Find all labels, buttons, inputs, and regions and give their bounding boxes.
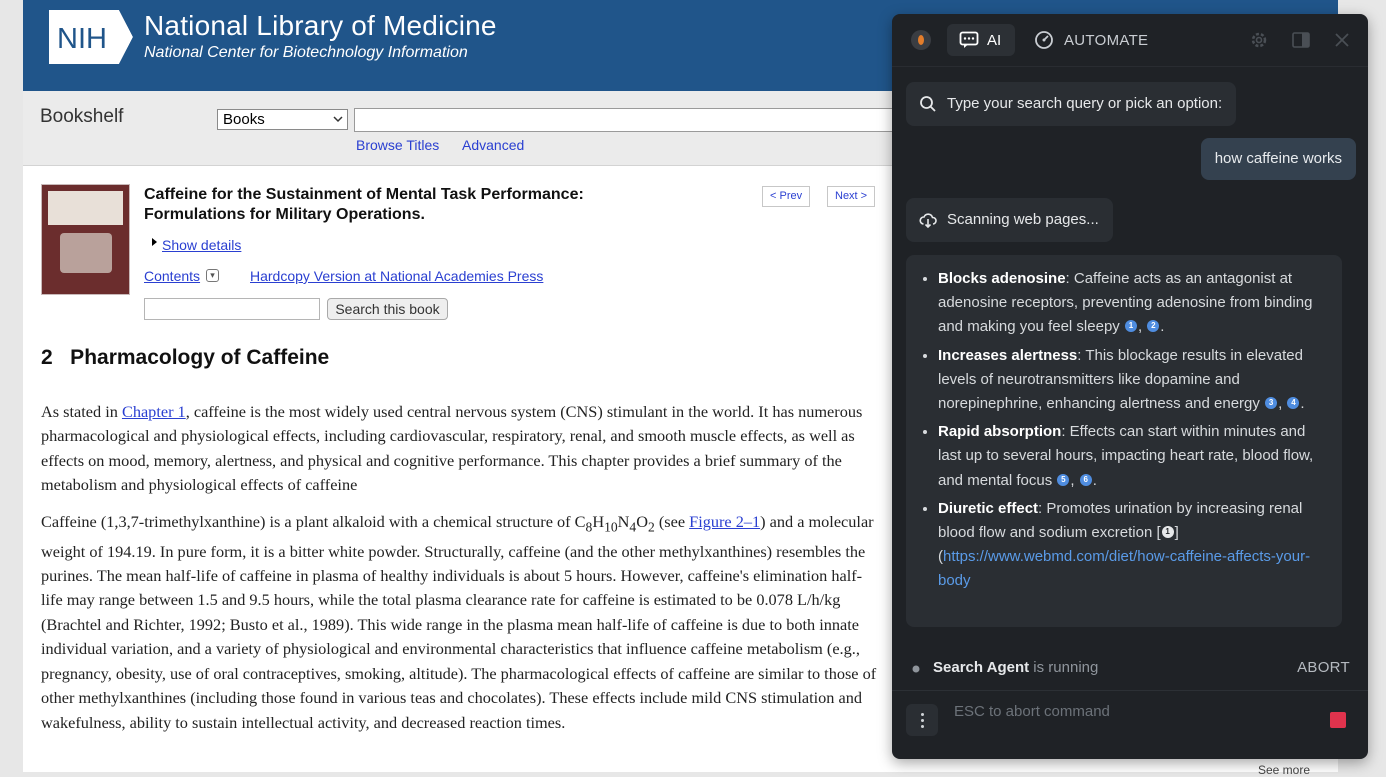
citation-badge[interactable]: 4 — [1287, 397, 1299, 409]
scanning-status-message: Scanning web pages... — [906, 198, 1113, 242]
search-prompt-message: Type your search query or pick an option: — [906, 82, 1236, 126]
chat-icon — [959, 31, 979, 49]
figure-2-1-link[interactable]: Figure 2–1 — [689, 512, 761, 531]
chevron-down-icon[interactable]: ▾ — [206, 269, 219, 282]
header-divider — [892, 66, 1368, 67]
answer-bullet: • Blocks adenosine: Caffeine acts as an antagonist at adenosine receptors, preventing adenosine from binding and making you feel sleepy 1 , 2 . — [938, 267, 1330, 340]
ai-answer — [906, 255, 1342, 627]
panel-header — [892, 14, 1368, 66]
user-query-message: how caffeine works — [1201, 138, 1356, 180]
command-composer — [892, 690, 1368, 759]
paragraph-1: As stated in Chapter 1, caffeine is the most widely used central nervous system (CNS) stimulant in the world. It has numerous pharmacological and physiological effects, including cardiovascular, respiratory, renal, and smooth muscle effects, as well as effects on mood, memory, alertness, and physical and cognitive performance. This chapter provides a brief summary of the metabolism and physiological effects of caffeine — [41, 402, 863, 495]
paragraph-2: Caffeine (1,3,7-trimethylxanthine) is a plant alkaloid with a chemical structure of $C_8H_{10}N_4O_2$ (see Figure 2–1) and a molecular weight of 194.19. In pure form, it is a bitter white powder. Structurally, caffeine (and the other methylxanthines) resembles the purines. The mean half-life of caffeine in plasma of healthy individuals is about 5 hours. However, caffeine's elimination half-life may range between 1.5 and 9.5 hours, while the total plasma clearance rate for caffeine is estimated to be 0.078 L/h/kg (Brachtel and Richter, 1992; Busto et al., 1989). This wide range in the plasma mean half-life of caffeine is due to both innate individual variation, and a variety of physiological and environmental characteristics that influence caffeine metabolism (e.g., pregnancy, obesity, use of oral contraceptives, smoking, altitude). The pharmacological effects of caffeine are similar to those of other methylxanthines (including those found in various teas and chocolates). These effects include mild CNS stimulation and wakefulness, ability to sustain intellectual activity, and decreased reaction times. — [41, 512, 877, 732]
prev-button[interactable]: < Prev — [762, 186, 810, 207]
citation-badge[interactable]: 3 — [1265, 397, 1277, 409]
command-input[interactable]: ESC to abort command — [954, 703, 1110, 720]
search-icon — [919, 95, 937, 113]
search-this-book-button[interactable]: Search this book — [327, 298, 448, 320]
search-input[interactable] — [354, 108, 914, 132]
gear-icon[interactable] — [1249, 30, 1269, 50]
ai-assistant-panel — [892, 14, 1368, 759]
cloud-download-icon — [919, 211, 937, 229]
answer-bullet: • Rapid absorption: Effects can start within minutes and last up to several hours, impacting heart rate, blood flow, and mental focus 5 , 6 . — [938, 420, 1330, 493]
advanced-link[interactable]: Advanced — [462, 137, 525, 153]
tab-ai-label: AI — [987, 32, 1002, 49]
gauge-icon — [1034, 30, 1054, 50]
abort-button[interactable]: ABORT — [1297, 659, 1350, 676]
chapter-title: 2 Pharmacology of Caffeine — [41, 346, 330, 369]
caret-right-icon — [152, 238, 157, 246]
contents-link[interactable]: Contents — [144, 268, 201, 284]
sidebar-toggle-icon[interactable] — [1291, 30, 1311, 50]
assistant-logo-icon[interactable] — [911, 30, 931, 50]
stop-button[interactable] — [1330, 712, 1346, 728]
book-search-input[interactable] — [144, 298, 320, 320]
answer-bullet: • Increases alertness: This blockage results in elevated levels of neurotransmitters like dopamine and norepinephrine, enhancing alertness and energy 3 , 4 . — [938, 344, 1330, 417]
agent-status-row — [892, 654, 1368, 684]
citation-badge[interactable]: 1 — [1162, 526, 1174, 538]
answer-bullet: • Diuretic effect: Promotes urination by increasing renal blood flow and sodium excretion [ 1 ] (https://www.webmd.com/diet/how-caffeine-affects-your-body — [938, 497, 1330, 594]
citation-badge[interactable]: 1 — [1125, 320, 1137, 332]
nih-logo[interactable] — [49, 10, 133, 64]
brand-title[interactable]: National Library of Medicine — [144, 10, 497, 41]
book-title: Caffeine for the Sustainment of Mental Task Performance: Formulations for Military Operations. — [144, 186, 584, 223]
citation-badge[interactable]: 6 — [1080, 474, 1092, 486]
citation-badge[interactable]: 2 — [1147, 320, 1159, 332]
database-select-value: Books — [223, 111, 265, 128]
more-options-button[interactable] — [906, 704, 938, 736]
chat-area — [892, 74, 1368, 634]
brand-subtitle: National Center for Biotechnology Information — [144, 44, 468, 61]
agent-status: Search Agent is running — [933, 659, 1099, 676]
svg-text:NIH: NIH — [57, 23, 107, 55]
hardcopy-link[interactable]: Hardcopy Version at National Academies Press — [250, 268, 544, 284]
citation-badge[interactable]: 5 — [1057, 474, 1069, 486]
tab-automate-label: AUTOMATE — [1064, 32, 1149, 49]
chevron-down-icon — [333, 114, 343, 124]
tab-ai[interactable] — [947, 24, 1015, 56]
spinner-icon — [911, 664, 921, 674]
chapter-1-link[interactable]: Chapter 1 — [121, 402, 186, 421]
book-cover-image[interactable] — [41, 184, 130, 295]
next-button[interactable]: Next > — [827, 186, 875, 207]
close-icon[interactable] — [1332, 30, 1352, 50]
show-details-link[interactable]: Show details — [162, 237, 242, 253]
browse-titles-link[interactable]: Browse Titles — [356, 137, 440, 153]
database-select[interactable] — [217, 109, 348, 130]
bookshelf-label[interactable]: Bookshelf — [40, 106, 124, 127]
source-link[interactable]: https://www.webmd.com/diet/how-caffeine-affects-your-body — [938, 548, 1311, 590]
see-more-link[interactable]: See more — [1258, 763, 1311, 777]
